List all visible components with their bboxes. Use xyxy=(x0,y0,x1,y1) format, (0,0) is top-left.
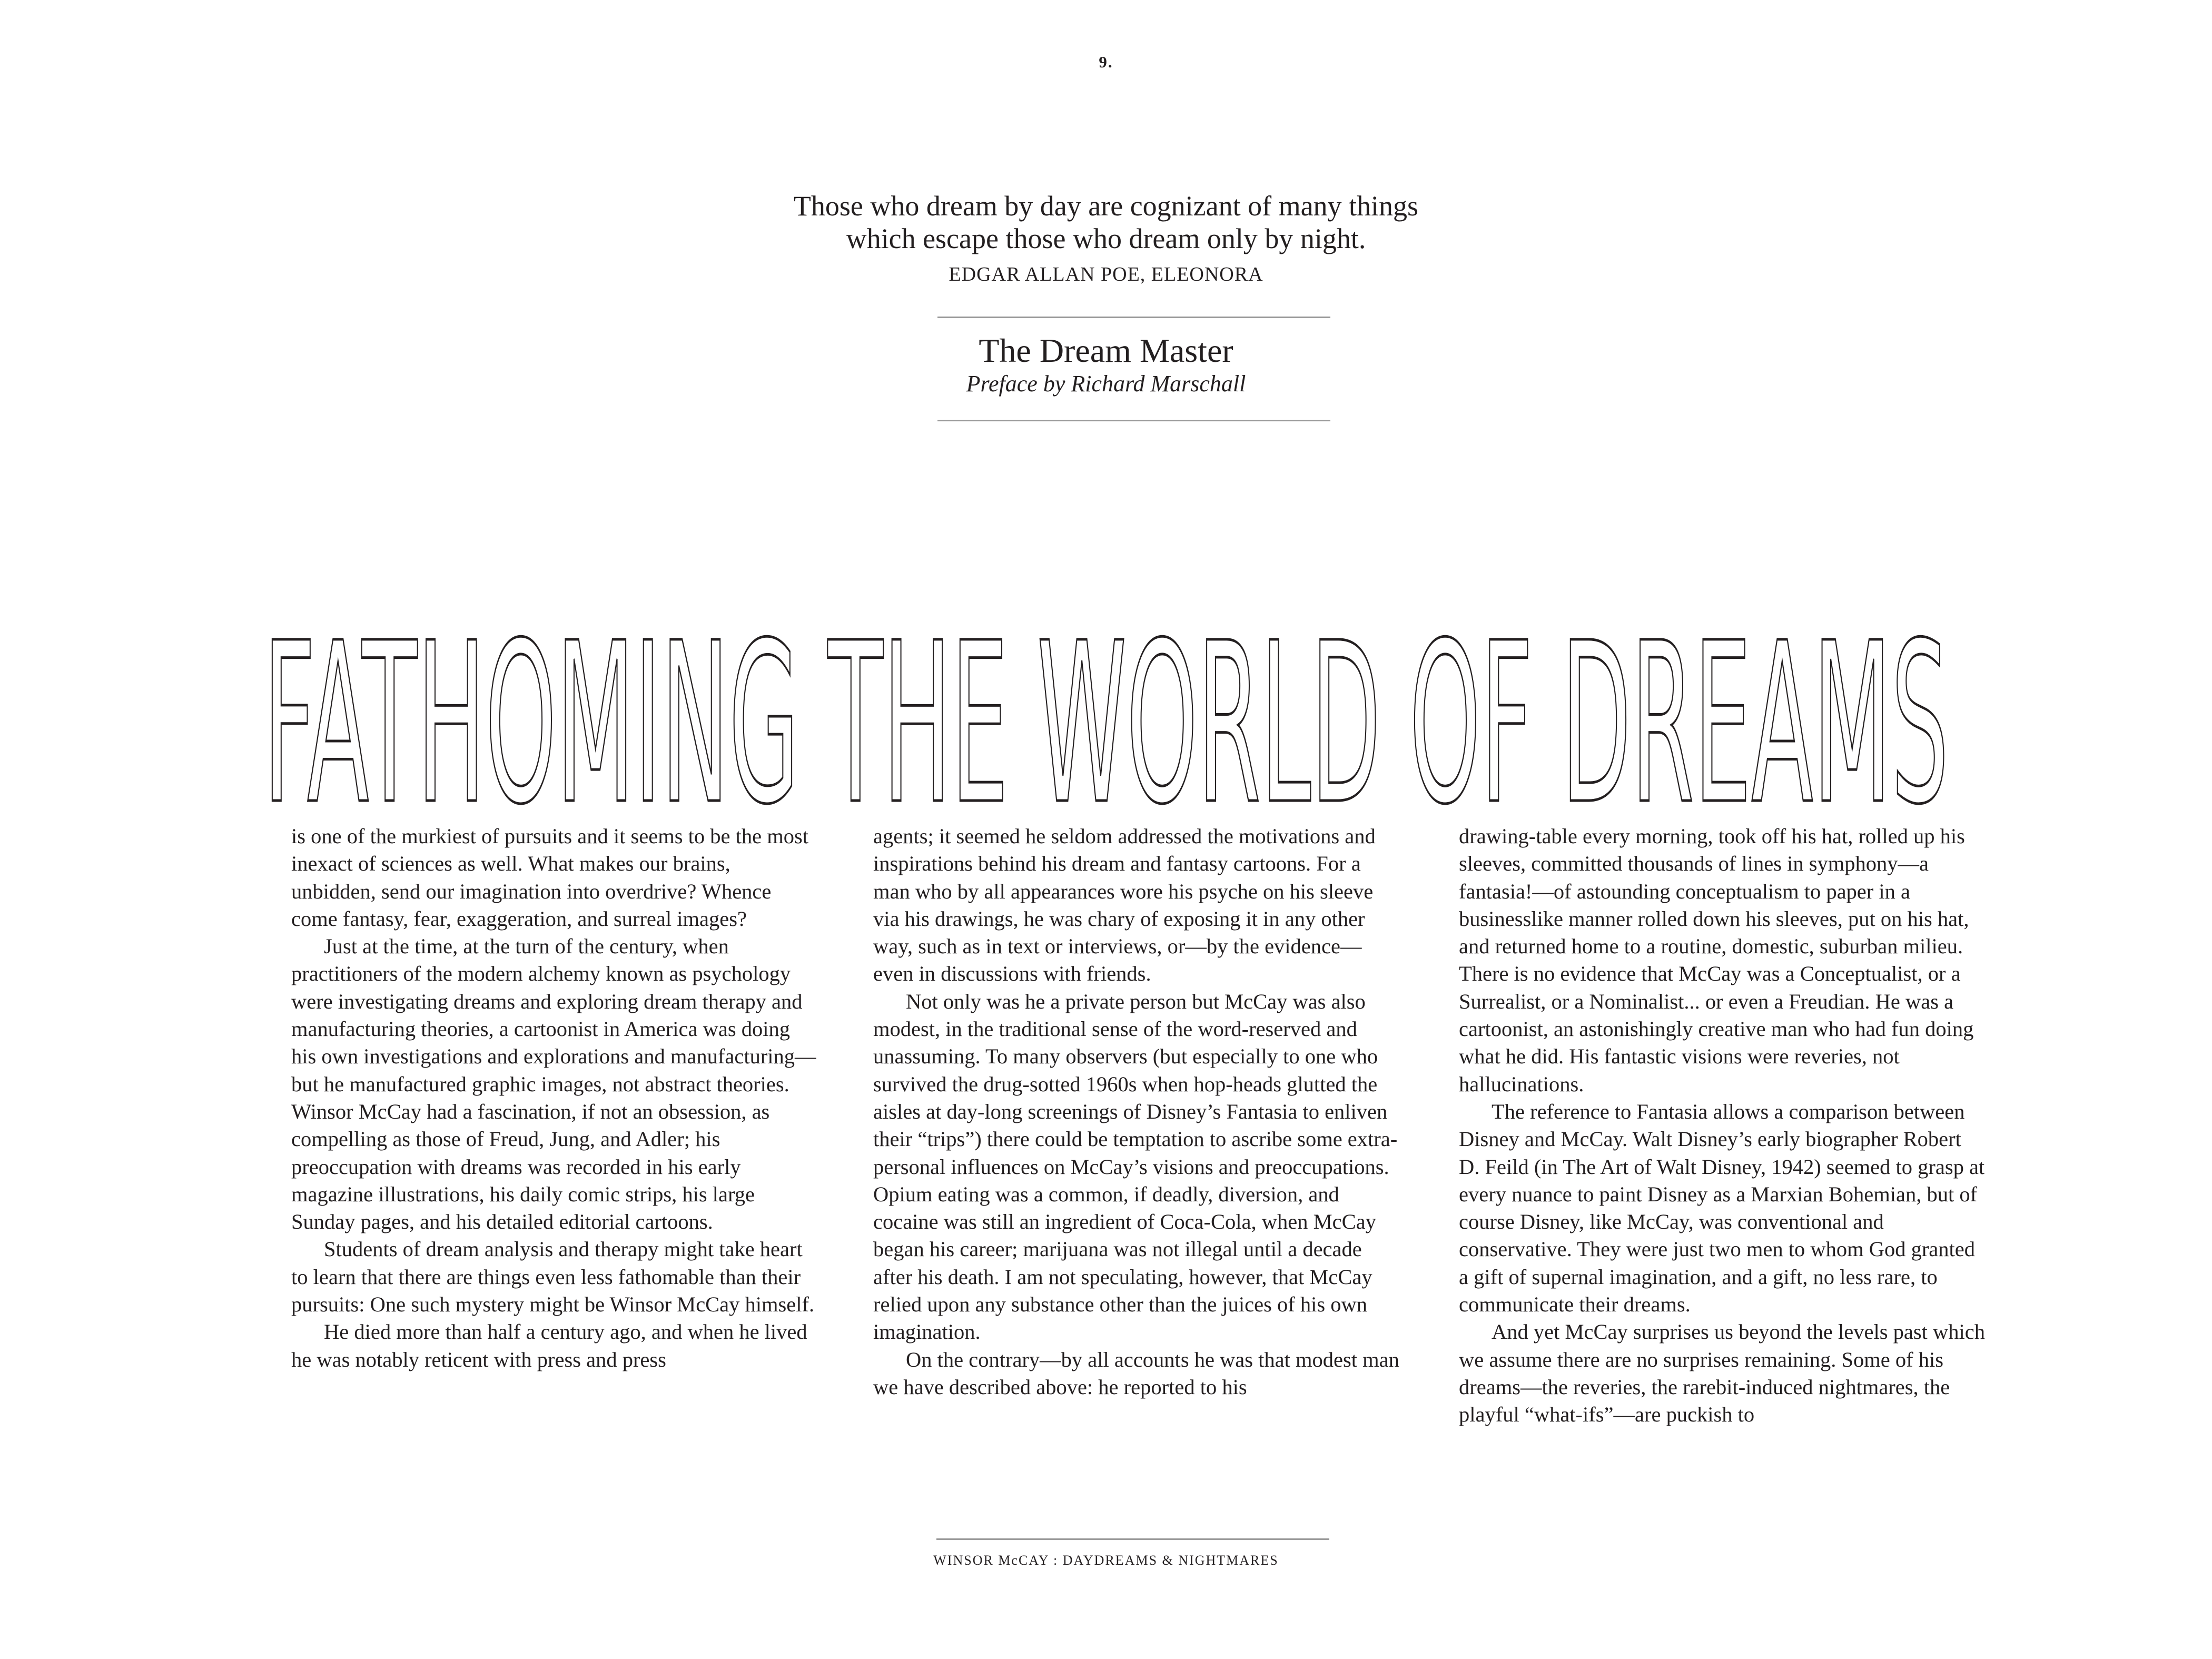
headline xyxy=(0,590,2212,811)
paragraph: is one of the murkiest of pursuits and it seems to be the most inexact of sciences as well. What makes our brains, unbidden, send our imagination into overdrive? Whence come fantasy, fear, exaggeration, and surreal images? xyxy=(291,824,808,931)
paragraph: Just at the time, at the turn of the century, when practitioners of the modern alchemy known as psychology were investigating dreams and exploring dream therapy and manufacturing theories, a cartoonist in America was doing his own investigations and explorations and manufacturing—but he manufactured graphic images, not abstract theories. Winsor McCay had a fascination, if not an obsession, as compelling as those of Freud, Jung, and Adler; his preoccupation with dreams was recorded in his early magazine illustrations, his daily comic strips, his large Sunday pages, and his detailed editorial cartoons. xyxy=(291,934,816,1234)
paragraph: Not only was he a private person but McCay was also modest, in the traditional sense of the word-reserved and unassuming. To many observers (but especially to one who survived the drug-sotted 1960s when hop-heads glutted the aisles at day-long screenings of Disney’s Fantasia to enliven their “trips”) there could be temptation to ascribe some extra-personal influences on McCay’s visions and preoccupations. Opium eating was a common, if deadly, diversion, and cocaine was still an ingredient of Coca-Cola, when McCay began his career; marijuana was not illegal until a decade after his death. I am not speculating, however, that McCay relied upon any substance other than the juices of his own imagination. xyxy=(873,989,1398,1344)
running-footer: WINSOR McCAY : DAYDREAMS & NIGHTMARES xyxy=(933,1553,1279,1568)
paragraph: The reference to Fantasia allows a comparison between Disney and McCay. Walt Disney’s early biographer Robert D. Feild (in The Art of Walt Disney, 1942) seemed to grasp at every nuance to paint Disney as a Marxian Bohemian, but of course Disney, like McCay, was conventional and conservative. They were just two men to whom God granted a gift of supernal imagination, and a gift, no less rare, to communicate their dreams. xyxy=(1459,1099,1985,1317)
page-number: 9. xyxy=(1099,53,1113,71)
paragraph: He died more than half a century ago, and when he lived he was notably reticent with press and press xyxy=(291,1320,807,1371)
epigraph-attribution: EDGAR ALLAN POE, ELEONORA xyxy=(949,263,1263,285)
text-column-1 xyxy=(291,823,818,1374)
preface-byline: Preface by Richard Marschall xyxy=(966,371,1246,397)
text-column-2 xyxy=(873,823,1400,1401)
paragraph: And yet McCay surprises us beyond the levels past which we assume there are no surprises remaining. Some of his dreams—the reveries, the rarebit-induced nightmares, the playful “what-ifs”—are puckish to xyxy=(1459,1320,1985,1427)
epigraph xyxy=(527,190,1685,288)
paragraph: Students of dream analysis and therapy might take heart to learn that there are things even less fathomable than their pursuits: One such mystery might be Winsor McCay himself. xyxy=(291,1237,815,1317)
epigraph-line: which escape those who dream only by night. xyxy=(846,223,1366,254)
paragraph: drawing-table every morning, took off his hat, rolled up his sleeves, committed thousands of lines in symphony—a fantasia!—of astounding conceptualism to paper in a businesslike manner rolled down his sleeves, put on his hat, and returned home to a routine, domestic, suburban milieu. There is no evidence that McCay was a Conceptualist, or a Surrealist, or a Nominalist... or even a Freudian. He was a cartoonist, an astonishingly creative man who had fun doing what he did. His fantastic visions were reveries, not hallucinations. xyxy=(1459,824,1974,1096)
paragraph: agents; it seemed he seldom addressed the motivations and inspirations behind his dream and fantasy cartoons. For a man who by all appearances wore his psyche on his sleeve via his drawings, he was chary of exposing it in any other way, such as in text or interviews, or—by the evidence—even in discussions with friends. xyxy=(873,824,1376,986)
divider-top xyxy=(937,317,1330,318)
paragraph: On the contrary—by all accounts he was that modest man we have described above: he reported to his xyxy=(873,1347,1399,1399)
headline-text: FATHOMING THE WORLD OF DREAMS xyxy=(263,596,1949,811)
text-column-3 xyxy=(1459,823,1986,1429)
footer-divider xyxy=(936,1538,1329,1540)
epigraph-line: Those who dream by day are cognizant of many things xyxy=(793,190,1419,222)
divider-bottom xyxy=(937,420,1330,421)
preface-title: The Dream Master xyxy=(979,332,1233,369)
